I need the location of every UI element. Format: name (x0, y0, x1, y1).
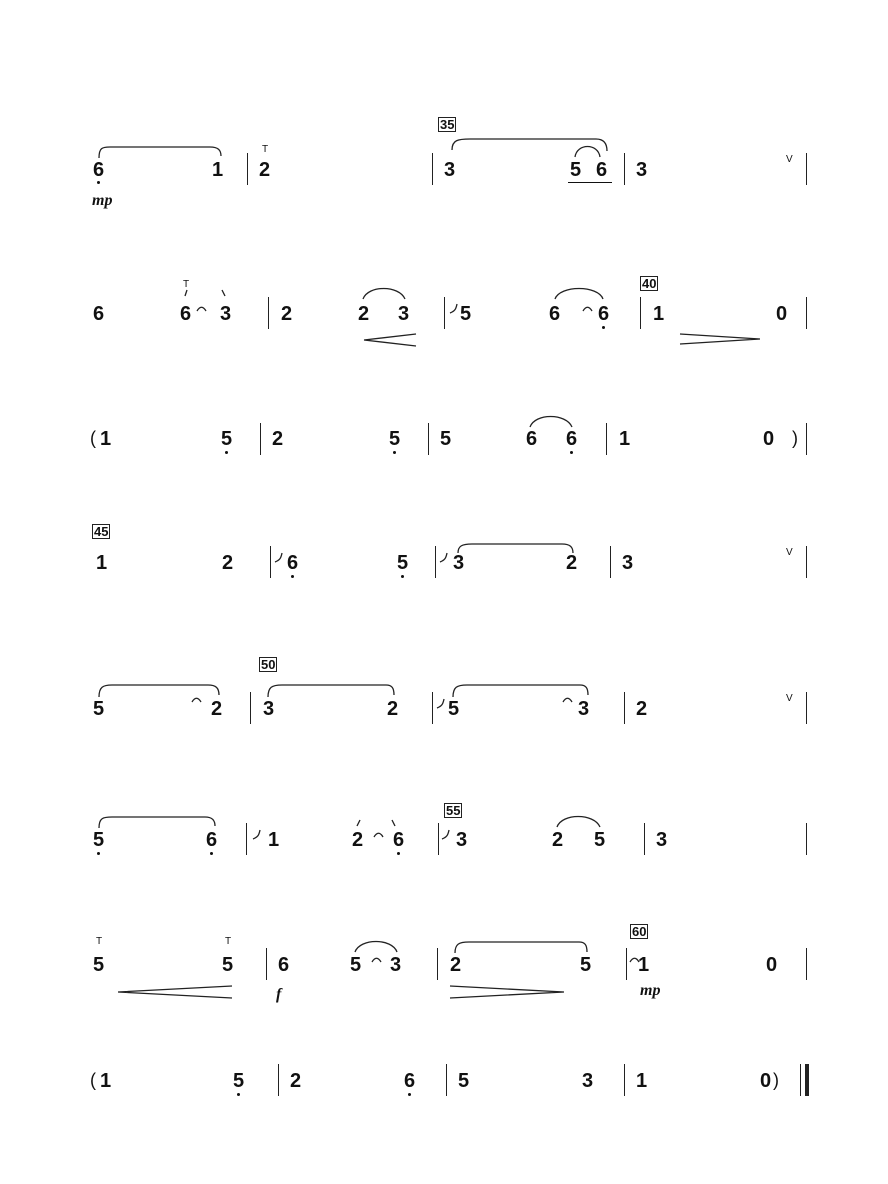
note: 6 (598, 303, 610, 325)
note: 2 (358, 303, 370, 325)
slur (557, 817, 600, 828)
slur (99, 817, 215, 828)
note: 6 (180, 303, 192, 325)
open-parenthesis: ( (90, 428, 96, 448)
breath-curve (450, 304, 457, 313)
note: 2 (566, 552, 578, 574)
breath-curve (253, 830, 260, 839)
slur (452, 139, 607, 151)
note: 5 (233, 1070, 245, 1092)
note: 6 (278, 954, 290, 976)
note: 3 (656, 829, 668, 851)
note: 0 (776, 303, 788, 325)
note: 6 (287, 552, 299, 574)
note: 6 (404, 1070, 416, 1092)
tie (197, 307, 206, 311)
note: 2 (211, 698, 223, 720)
note: 5 (222, 954, 234, 976)
slur (99, 147, 221, 158)
note: 3 (582, 1070, 594, 1092)
breath-curve (275, 553, 282, 562)
note: 5 (389, 428, 401, 450)
dynamic-mark: mp (92, 192, 113, 209)
slur (453, 685, 588, 697)
note: 1 (212, 159, 224, 181)
note: 3 (444, 159, 456, 181)
note: 3 (398, 303, 410, 325)
slur (268, 685, 394, 697)
tie (372, 958, 381, 962)
slur (455, 942, 587, 953)
note: 3 (390, 954, 402, 976)
note: 5 (460, 303, 472, 325)
note: 6 (93, 159, 105, 181)
note: 0 (766, 954, 778, 976)
note: 3 (220, 303, 232, 325)
breath-mark: V (786, 547, 793, 558)
accent-mark (392, 820, 395, 826)
open-parenthesis: ( (90, 1070, 96, 1090)
note: 2 (281, 303, 293, 325)
slur (555, 289, 603, 300)
note: 3 (263, 698, 275, 720)
note: 1 (638, 954, 650, 976)
note: 3 (622, 552, 634, 574)
rehearsal-mark: 60 (632, 924, 647, 939)
note: 6 (566, 428, 578, 450)
note: 2 (450, 954, 462, 976)
slur (99, 685, 219, 697)
note: 3 (636, 159, 648, 181)
note: 1 (100, 428, 112, 450)
note: 2 (636, 698, 648, 720)
tie (374, 833, 383, 837)
tie (630, 958, 639, 962)
note: 5 (570, 159, 582, 181)
breath-curve (440, 553, 447, 562)
note: 1 (619, 428, 631, 450)
close-parenthesis: ) (792, 428, 798, 448)
breath-curve (442, 830, 449, 839)
rehearsal-mark: 35 (440, 117, 455, 132)
tie (583, 307, 592, 311)
tonguing-mark: T (225, 936, 232, 947)
decrescendo-hairpin (680, 334, 760, 344)
note: 5 (93, 829, 105, 851)
breath-mark: V (786, 154, 793, 165)
note: 1 (636, 1070, 648, 1092)
note: 3 (456, 829, 468, 851)
dynamic-mark: mp (640, 982, 661, 999)
note: 5 (458, 1070, 470, 1092)
note: 6 (393, 829, 405, 851)
note: 6 (526, 428, 538, 450)
note: 2 (272, 428, 284, 450)
note: 6 (206, 829, 218, 851)
note: 5 (440, 428, 452, 450)
slur (575, 147, 600, 158)
slur (530, 417, 572, 428)
note: 6 (549, 303, 561, 325)
note: 2 (387, 698, 399, 720)
note: 2 (259, 159, 271, 181)
note: 1 (268, 829, 280, 851)
rehearsal-mark: 55 (446, 803, 461, 818)
rehearsal-mark: 40 (642, 276, 657, 291)
note: 1 (96, 552, 108, 574)
slur (355, 942, 397, 953)
crescendo-hairpin (118, 986, 232, 998)
note: 2 (552, 829, 564, 851)
close-parenthesis: ) (773, 1070, 779, 1090)
crescendo-hairpin (364, 334, 416, 346)
slur (363, 289, 405, 300)
note: 3 (453, 552, 465, 574)
breath-mark: V (786, 693, 793, 704)
note: 5 (397, 552, 409, 574)
rehearsal-mark: 50 (261, 657, 276, 672)
note: 3 (578, 698, 590, 720)
note: 1 (653, 303, 665, 325)
accent-mark (357, 820, 360, 826)
tonguing-mark: T (96, 936, 103, 947)
tie (192, 698, 201, 702)
accent-mark (185, 290, 187, 296)
dynamic-mark: f (276, 986, 282, 1003)
rehearsal-mark: 45 (94, 524, 109, 539)
note: 0 (760, 1070, 772, 1092)
note: 6 (596, 159, 608, 181)
note: 2 (352, 829, 364, 851)
tonguing-mark: T (262, 144, 269, 155)
note: 2 (222, 552, 234, 574)
note: 6 (93, 303, 105, 325)
tie (563, 698, 572, 702)
decrescendo-hairpin (450, 986, 564, 998)
note: 1 (100, 1070, 112, 1092)
note: 5 (448, 698, 460, 720)
note: 5 (93, 954, 105, 976)
note: 5 (221, 428, 233, 450)
note: 5 (580, 954, 592, 976)
slur (458, 544, 573, 553)
tonguing-mark: T (183, 279, 190, 290)
note: 5 (594, 829, 606, 851)
note: 5 (93, 698, 105, 720)
breath-curve (437, 699, 444, 708)
note: 0 (763, 428, 775, 450)
note: 5 (350, 954, 362, 976)
accent-mark (222, 290, 225, 296)
note: 2 (290, 1070, 302, 1092)
